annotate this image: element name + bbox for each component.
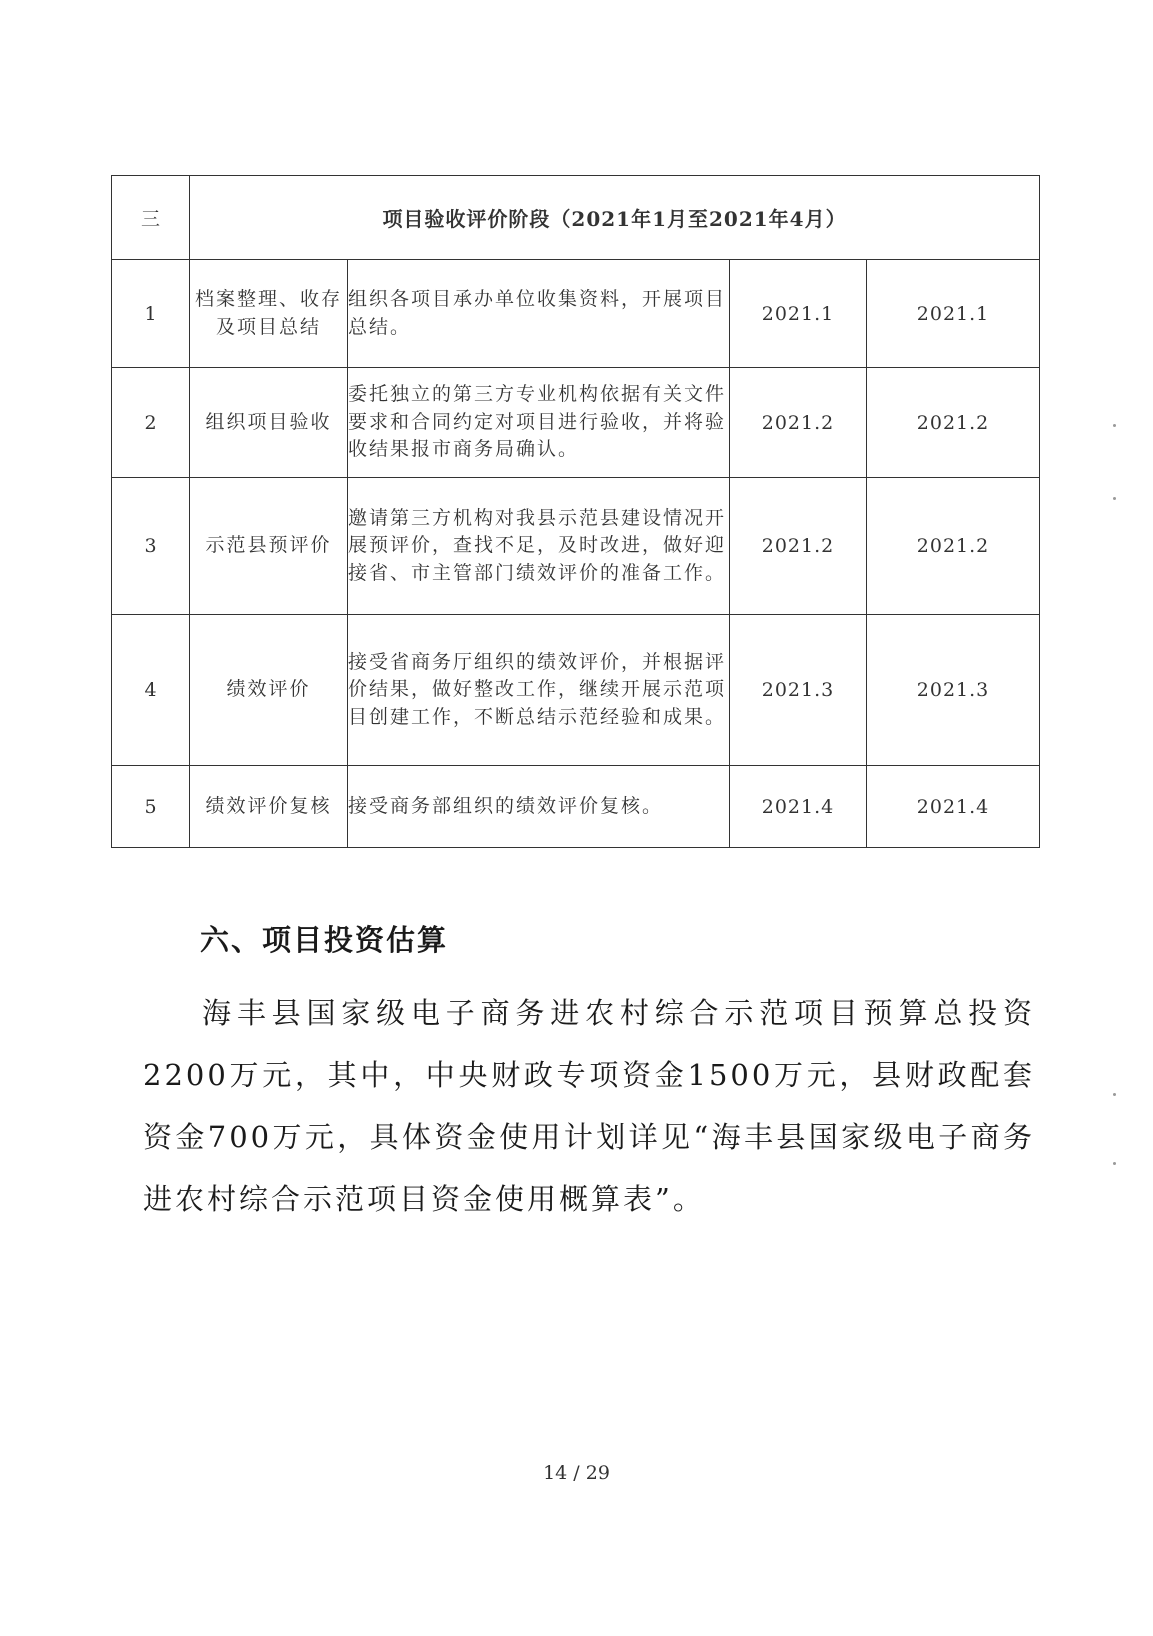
table-row xyxy=(112,615,1040,766)
page-number: 14 / 29 xyxy=(543,1462,610,1484)
section-heading: 六、项目投资估算 xyxy=(200,923,449,957)
stage-title: 项目验收评价阶段（2021年1月至2021年4月） xyxy=(190,176,1040,260)
task-name: 绩效评价 xyxy=(190,615,348,766)
end-date: 2021.3 xyxy=(867,615,1040,766)
start-date: 2021.1 xyxy=(730,260,867,368)
scan-speck xyxy=(1113,424,1116,427)
task-description: 组织各项目承办单位收集资料，开展项目总结。 xyxy=(348,260,730,368)
end-date: 2021.4 xyxy=(867,766,1040,848)
row-number: 2 xyxy=(112,368,190,478)
task-name: 绩效评价复核 xyxy=(190,766,348,848)
table-row xyxy=(112,766,1040,848)
end-date: 2021.2 xyxy=(867,368,1040,478)
scan-speck xyxy=(1113,1093,1116,1096)
table-row xyxy=(112,478,1040,615)
task-description: 接受省商务厅组织的绩效评价，并根据评价结果，做好整改工作，继续开展示范项目创建工作，不断总结示范经验和成果。 xyxy=(348,615,730,766)
table-row xyxy=(112,260,1040,368)
row-number: 3 xyxy=(112,478,190,615)
row-number: 5 xyxy=(112,766,190,848)
stage-number: 三 xyxy=(112,176,190,260)
start-date: 2021.3 xyxy=(730,615,867,766)
start-date: 2021.2 xyxy=(730,368,867,478)
task-name: 档案整理、收存及项目总结 xyxy=(190,260,348,368)
scan-speck xyxy=(1113,1162,1116,1165)
row-number: 4 xyxy=(112,615,190,766)
start-date: 2021.4 xyxy=(730,766,867,848)
start-date: 2021.2 xyxy=(730,478,867,615)
project-schedule-table xyxy=(111,175,1040,848)
end-date: 2021.2 xyxy=(867,478,1040,615)
task-description: 邀请第三方机构对我县示范县建设情况开展预评价，查找不足，及时改进，做好迎接省、市主管部门绩效评价的准备工作。 xyxy=(348,478,730,615)
end-date: 2021.1 xyxy=(867,260,1040,368)
task-description: 接受商务部组织的绩效评价复核。 xyxy=(348,766,730,848)
section-paragraph: 海丰县国家级电子商务进农村综合示范项目预算总投资2200万元，其中，中央财政专项资金1500万元，县财政配套资金700万元，具体资金使用计划详见“海丰县国家级电子商务进农村综合示范项目资金使用概算表”。 xyxy=(143,996,1035,1216)
row-number: 1 xyxy=(112,260,190,368)
scan-speck xyxy=(1113,497,1116,500)
task-name: 组织项目验收 xyxy=(190,368,348,478)
task-name: 示范县预评价 xyxy=(190,478,348,615)
task-description: 委托独立的第三方专业机构依据有关文件要求和合同约定对项目进行验收，并将验收结果报市商务局确认。 xyxy=(348,368,730,478)
stage-header-row xyxy=(112,176,1040,260)
table-row xyxy=(112,368,1040,478)
